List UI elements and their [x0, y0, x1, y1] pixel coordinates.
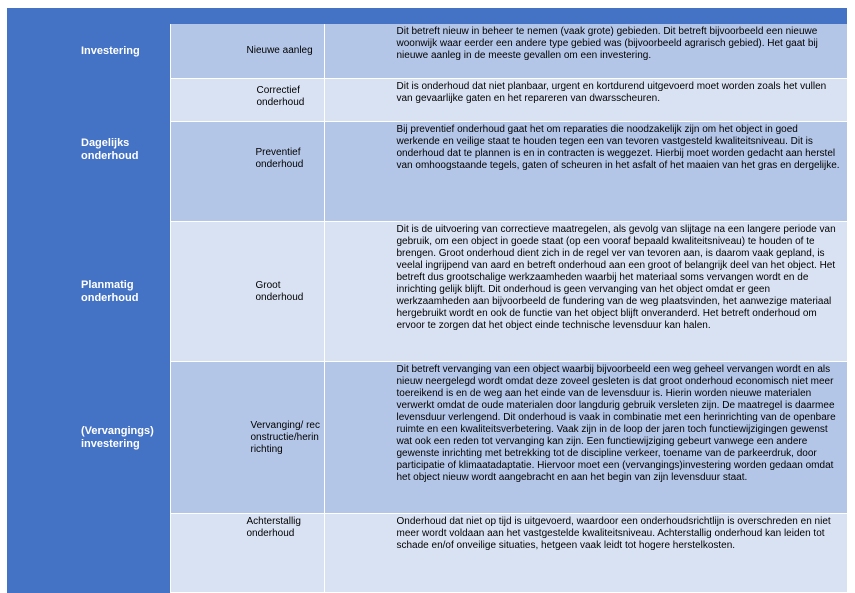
category-label: Investering	[81, 44, 140, 57]
type-label: Achterstallig onderhoud	[246, 516, 301, 539]
header-cell-description	[324, 8, 847, 24]
type-label: Nieuwe aanleg	[246, 45, 313, 56]
type-cell	[170, 79, 324, 122]
description-text: Dit is onderhoud dat niet planbaar, urgent en kortdurend uitgevoerd moet worden zoals het vullen van gevaarlijke gaten en het repareren van dwarsscheuren.	[396, 81, 827, 104]
type-cell	[170, 362, 324, 514]
description-cell	[324, 79, 847, 122]
type-label: Vervanging/ reconstructie/herinrichting	[250, 419, 320, 455]
description-text: Bij preventief onderhoud gaat het om reparaties die noodzakelijk zijn om het object in goed werkende en veilige staat te houden tegen een van tevoren vastgesteld kwaliteitsniveau. Dit is onderhoud dat te plannen is en in contracten is weggezet. Hierbij moet worden gedacht aan herstel van omhoogstaande tegels, gaten of scheuren in het asfalt of het maaien van het gras en dergelijke.	[396, 124, 840, 171]
table-row	[7, 24, 847, 79]
maintenance-types-table	[7, 8, 847, 593]
header-cell-type	[170, 8, 324, 24]
type-label: Preventief onderhoud	[255, 147, 304, 170]
category-vervangings-investering	[7, 362, 170, 514]
description-text: Onderhoud dat niet op tijd is uitgevoerd, waardoor een onderhoudsrichtlijn is overschreden en niet meer wordt voldaan aan het vastgestelde kwaliteitsniveau. Achterstallig onderhoud kan leiden tot schade en/of onveilige situaties, hetgeen vaak leidt tot hogere herstelkosten.	[396, 516, 831, 551]
table-row	[7, 514, 847, 593]
category-investering	[7, 24, 170, 79]
description-cell	[324, 122, 847, 222]
table-row	[7, 362, 847, 514]
type-cell	[170, 222, 324, 362]
category-label: Planmatig onderhoud	[81, 278, 139, 304]
type-label: Groot onderhoud	[255, 279, 304, 303]
type-cell	[170, 514, 324, 593]
category-label: Dagelijks onderhoud	[81, 137, 139, 162]
type-cell	[170, 24, 324, 79]
category-label: (Vervangings) investering	[81, 424, 154, 450]
table-row	[7, 79, 847, 122]
category-planmatig-onderhoud	[7, 222, 170, 362]
description-cell	[324, 222, 847, 362]
table-header-row	[7, 8, 847, 24]
header-cell-category	[7, 8, 170, 24]
type-cell	[170, 122, 324, 222]
type-label: Correctief onderhoud	[256, 85, 305, 108]
description-cell	[324, 362, 847, 514]
description-text: Dit betreft vervanging van een object waarbij bijvoorbeeld een weg geheel vervangen wordt en als nieuw neergelegd wordt omdat deze zoveel gesleten is dat groot onderhoud economisch niet meer toereikend is en de weg aan het einde van de levensduur is. Hierin worden nieuwe materialen verwerkt omdat de oude materialen door langdurig gebruik versleten zijn. De maatregel is daarmee levensduur verlengend. Dit onderhoud is vaak in combinatie met een herinrichting van de openbare ruimte en een kwaliteitsverbetering. Vaak zijn in de loop der jaren toch functiewijzigingen gewenst wat ook een reden tot vervanging kan zijn. Een functiewijziging gebeurt vanwege een andere gewenste inrichting met betrekking tot de discipline verkeer, toename van de parkeerdruk, door participatie of klimaatadaptatie. Hiervoor moet een (vervangings)investering worden gedaan omdat het object nieuw wordt aangebracht en aan het begin van zijn levensduur staat.	[396, 364, 836, 483]
category-empty	[7, 514, 170, 593]
description-cell	[324, 514, 847, 593]
description-text: Dit is de uitvoering van correctieve maatregelen, als gevolg van slijtage na een langere periode van gebruik, om een object in goede staat (op een vooraf bepaald kwaliteitsniveau) te houden of te brengen. Groot onderhoud dient zich in de regel ver van tevoren aan, is daarom vaak gepland, is veelal ingrijpend van aard en betreft onderhoud aan een groot of belangrijk deel van het object. Het betreft dus grootschalige werkzaamheden waarbij het materiaal soms vervangen wordt en de inrichting gelijk blijft. Dit onderhoud is geen vervanging van het object omdat er geen werkzaamheden aan bijvoorbeeld de fundering van de weg plaatsvinden, het aanwezige materiaal hergebruikt wordt en ook de functie van het object blijft onveranderd. Het betreft onderhoud om ervoor te zorgen dat het object einde technische levensduur kan halen.	[396, 224, 836, 331]
description-cell	[324, 24, 847, 79]
table-row	[7, 222, 847, 362]
category-dagelijks-onderhoud	[7, 79, 170, 222]
description-text: Dit betreft nieuw in beheer te nemen (vaak grote) gebieden. Dit betreft bijvoorbeeld een nieuwe woonwijk waar eerder een andere type gebied was (bijvoorbeeld agrarisch gebied). Het gaat bij nieuwe aanleg in de meeste gevallen om een investering.	[396, 26, 818, 61]
